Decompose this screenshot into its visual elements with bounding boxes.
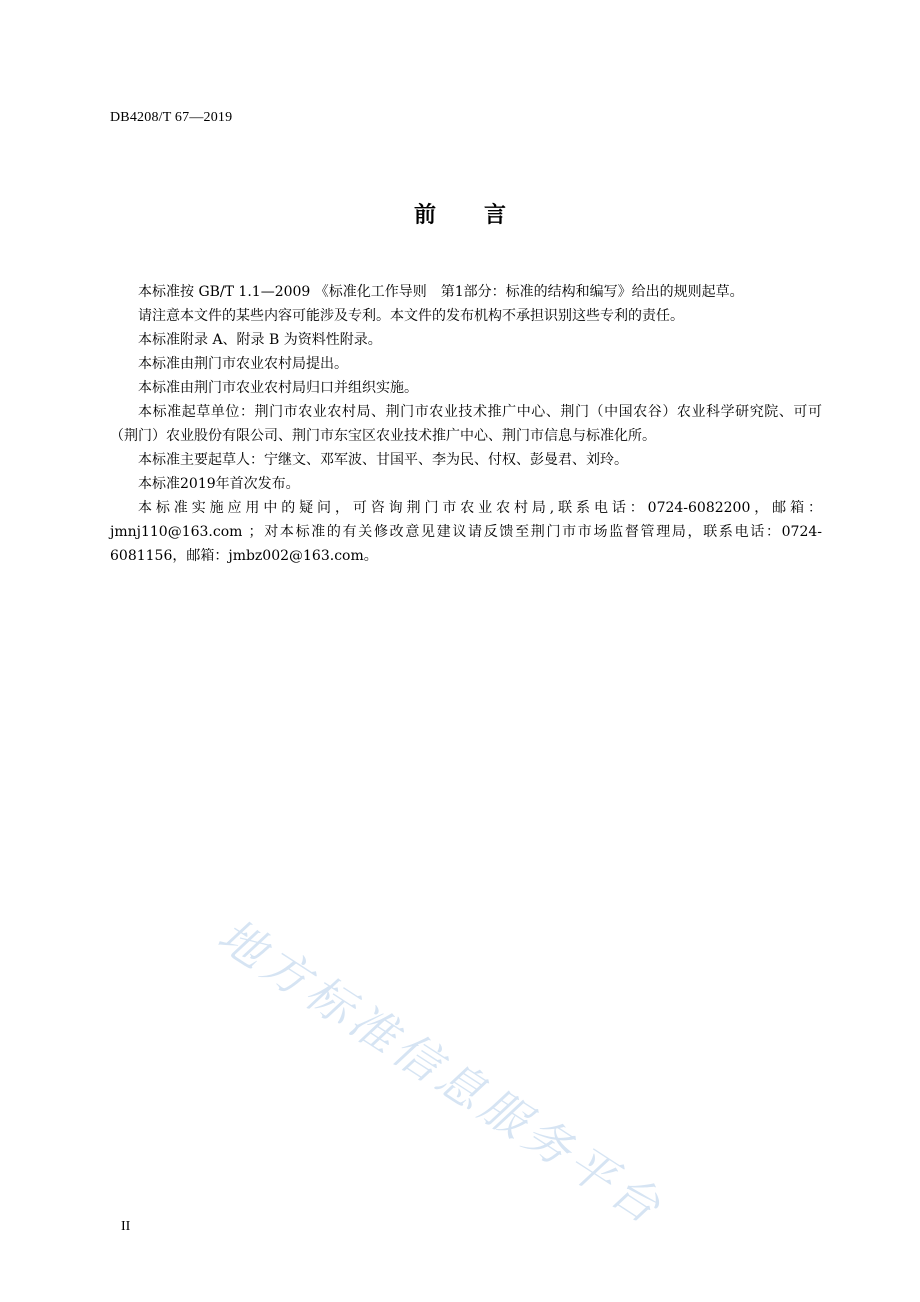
paragraph-patent-notice: 请注意本文件的某些内容可能涉及专利。本文件的发布机构不承担识别这些专利的责任。 [138, 308, 684, 324]
paragraph-proposer: 本标准由荆门市农业农村局提出。 [138, 356, 348, 372]
paragraph-first-release: 本标准2019年首次发布。 [138, 476, 300, 492]
title-char-2: 言 [484, 203, 507, 228]
watermark: 地方标准信息服务平台 [208, 907, 675, 1237]
paragraph-drafters: 本标准主要起草人：宁继文、邓军波、甘国平、李为民、付权、彭曼君、刘玲。 [138, 452, 628, 468]
paragraph-appendix: 本标准附录 A、附录 B 为资料性附录。 [138, 332, 382, 348]
paragraph-drafting-units: 本标准起草单位：荆门市农业农村局、荆门市农业技术推广中心、荆门（中国农谷）农业科学研究院、可可（荆门）农业股份有限公司、荆门市东宝区农业技术推广中心、荆门市信息与标准化所。 [110, 404, 822, 444]
foreword-body [110, 280, 822, 568]
title-char-1: 前 [413, 203, 436, 228]
page-title [0, 198, 920, 229]
paragraph-administrator: 本标准由荆门市农业农村局归口并组织实施。 [138, 380, 418, 396]
page-number: II [121, 1219, 131, 1234]
document-code: DB4208/T 67—2019 [110, 110, 233, 125]
paragraph-drafting-rules: 本标准按 GB/T 1.1—2009 《标准化工作导则 第1部分：标准的结构和编写》给出的规则起草。 [138, 284, 744, 300]
paragraph-contact: 本标准实施应用中的疑问，可咨询荆门市农业农村局,联系电话：0724-6082200，邮箱：jmnj110@163.com ；对本标准的有关修改意见建议请反馈至荆门市市场监督管理局，联系电话：0724-6081156，邮箱：jmbz002@163.com。 [110, 500, 822, 564]
